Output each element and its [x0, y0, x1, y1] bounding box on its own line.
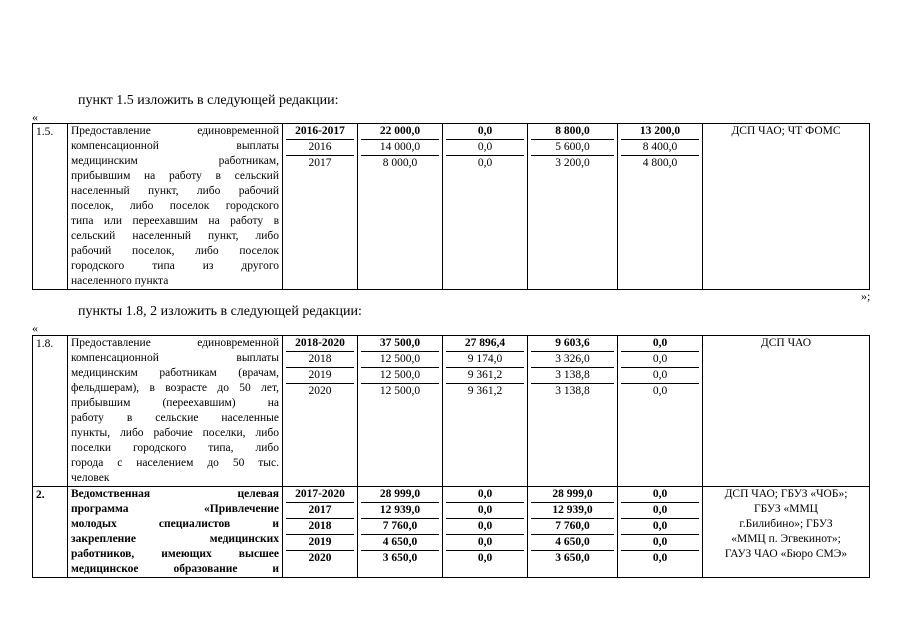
- federal-value: 0,0: [446, 519, 524, 535]
- total-value: 12 500,0: [361, 368, 439, 384]
- desc-line: типа или переехавшим на работу в: [71, 215, 279, 227]
- desc-line: сельский населенный пункт, либо: [71, 230, 279, 242]
- other-cell: [618, 124, 703, 290]
- item-number: 1.8.: [33, 336, 68, 487]
- desc-line: поселок, либо поселок городского: [71, 200, 279, 212]
- desc-line: медицинским работникам (врачам,: [71, 367, 279, 379]
- other-value: 0,0: [652, 552, 668, 564]
- other-value: 0,0: [621, 535, 699, 551]
- regional-value: 8 800,0: [531, 124, 614, 140]
- federal-value: 9 361,2: [446, 368, 524, 384]
- desc-line: Предоставление единовременной: [71, 125, 279, 137]
- other-value: 8 400,0: [621, 140, 699, 156]
- desc-line: поселки городского типа, либо: [71, 442, 279, 454]
- federal-value: 0,0: [446, 140, 524, 156]
- intro-paragraph-1: пункт 1.5 изложить в следующей редакции:: [78, 93, 339, 108]
- regional-value: 12 939,0: [531, 503, 614, 519]
- open-quote-2: «: [32, 321, 38, 335]
- table-item-1-5: [32, 123, 870, 290]
- total-value: 22 000,0: [361, 124, 439, 140]
- year: 2017: [308, 157, 332, 169]
- other-value: 4 800,0: [642, 157, 678, 169]
- desc-line: города с населением до 50 тыс.: [71, 457, 279, 469]
- table-items-1-8-and-2: [32, 335, 870, 578]
- year: 2020: [308, 385, 332, 397]
- close-quote-1: »;: [861, 289, 871, 303]
- federal-value: 0,0: [477, 552, 493, 564]
- executor-cell: [703, 487, 870, 578]
- year: 2018: [286, 519, 354, 535]
- desc-line: пункты, либо рабочие поселки, либо: [71, 427, 279, 439]
- other-value: 0,0: [621, 368, 699, 384]
- total-value: 14 000,0: [361, 140, 439, 156]
- total-value: 12 939,0: [361, 503, 439, 519]
- desc-line: населенного пункта: [71, 275, 169, 287]
- desc-line: программа «Привлечение: [71, 503, 279, 515]
- federal-cell: [443, 124, 528, 290]
- desc-line: прибывшим (переехавшим) на: [71, 397, 279, 409]
- desc-line: человек: [71, 472, 110, 484]
- regional-value: 3 326,0: [531, 352, 614, 368]
- year: 2018: [286, 352, 354, 368]
- total-cell: [358, 124, 443, 290]
- desc-line: работников, имеющих высшее: [71, 548, 279, 560]
- federal-cell: [443, 487, 528, 578]
- desc-line: работу в сельские населенные: [71, 412, 279, 424]
- executor-line: ГБУЗ «ММЦ: [754, 503, 818, 515]
- regional-value: 7 760,0: [531, 519, 614, 535]
- federal-value: 0,0: [446, 503, 524, 519]
- total-value: 12 500,0: [379, 385, 421, 397]
- table-row: [33, 124, 870, 290]
- total-cell: [358, 336, 443, 487]
- total-value: 3 650,0: [382, 552, 418, 564]
- desc-line: Предоставление единовременной: [71, 337, 279, 349]
- desc-line: Ведомственная целевая: [71, 488, 279, 500]
- federal-cell: [443, 336, 528, 487]
- federal-value: 27 896,4: [446, 336, 524, 352]
- years-cell: [283, 487, 358, 578]
- other-cell: [618, 336, 703, 487]
- desc-line: компенсационной выплаты: [71, 140, 279, 152]
- other-cell: [618, 487, 703, 578]
- table-row: [33, 336, 870, 487]
- other-value: 0,0: [621, 336, 699, 352]
- desc-line: фельдшерам), в возрасте до 50 лет,: [71, 382, 279, 394]
- item-description: [68, 124, 283, 290]
- regional-cell: [528, 487, 618, 578]
- desc-line: рабочий поселок, либо поселок: [71, 245, 279, 257]
- federal-value: 0,0: [446, 535, 524, 551]
- year: 2016: [286, 140, 354, 156]
- year-period: 2016-2017: [286, 124, 354, 140]
- regional-cell: [528, 124, 618, 290]
- other-value: 0,0: [621, 519, 699, 535]
- executor-cell: ДСП ЧАО; ЧТ ФОМС: [703, 124, 870, 290]
- other-value: 13 200,0: [621, 124, 699, 140]
- federal-value: 0,0: [477, 157, 493, 169]
- federal-value: 9 174,0: [446, 352, 524, 368]
- item-number: 2.: [33, 487, 68, 578]
- desc-line: компенсационной выплаты: [71, 352, 279, 364]
- year: 2019: [286, 368, 354, 384]
- executor-line: ГАУЗ ЧАО «Бюро СМЭ»: [724, 548, 848, 560]
- federal-value: 9 361,2: [467, 385, 503, 397]
- open-quote-1: «: [32, 110, 38, 124]
- regional-value: 3 138,8: [555, 385, 590, 397]
- executor-line: ДСП ЧАО; ГБУЗ «ЧОБ»;: [724, 488, 848, 500]
- regional-cell: [528, 336, 618, 487]
- regional-value: 3 650,0: [555, 552, 590, 564]
- year: 2019: [286, 535, 354, 551]
- regional-value: 5 600,0: [531, 140, 614, 156]
- year: 2017: [286, 503, 354, 519]
- regional-value: 3 138,8: [531, 368, 614, 384]
- other-value: 0,0: [621, 352, 699, 368]
- item-description: [68, 487, 283, 578]
- year: 2020: [308, 552, 332, 564]
- other-value: 0,0: [621, 487, 699, 503]
- desc-line: медицинское образование и: [71, 563, 279, 575]
- executor-cell: ДСП ЧАО: [703, 336, 870, 487]
- total-value: 8 000,0: [382, 157, 418, 169]
- regional-value: 3 200,0: [555, 157, 590, 169]
- item-description: [68, 336, 283, 487]
- total-value: 37 500,0: [361, 336, 439, 352]
- table-row: [33, 487, 870, 578]
- year-period: 2017-2020: [286, 487, 354, 503]
- desc-line: молодых специалистов и: [71, 518, 279, 530]
- years-cell: [283, 336, 358, 487]
- total-cell: [358, 487, 443, 578]
- total-value: 4 650,0: [361, 535, 439, 551]
- regional-value: 28 999,0: [531, 487, 614, 503]
- desc-line: медицинским работникам,: [71, 155, 279, 167]
- total-value: 12 500,0: [361, 352, 439, 368]
- desc-line: закрепление медицинских: [71, 533, 279, 545]
- total-value: 28 999,0: [361, 487, 439, 503]
- regional-value: 4 650,0: [531, 535, 614, 551]
- desc-line: городского типа из другого: [71, 260, 279, 272]
- federal-value: 0,0: [446, 487, 524, 503]
- executor-line: г.Билибино»; ГБУЗ: [739, 518, 833, 530]
- federal-value: 0,0: [446, 124, 524, 140]
- desc-line: прибывшим на работу в сельский: [71, 170, 279, 182]
- executor-line: «ММЦ п. Эгвекинот»;: [731, 533, 841, 545]
- years-cell: [283, 124, 358, 290]
- other-value: 0,0: [652, 385, 668, 397]
- total-value: 7 760,0: [361, 519, 439, 535]
- item-number: 1.5.: [33, 124, 68, 290]
- year-period: 2018-2020: [286, 336, 354, 352]
- regional-value: 9 603,6: [531, 336, 614, 352]
- intro-paragraph-2: пункты 1.8, 2 изложить в следующей редакции:: [78, 304, 362, 319]
- desc-line: населенный пункт, либо рабочий: [71, 185, 279, 197]
- other-value: 0,0: [621, 503, 699, 519]
